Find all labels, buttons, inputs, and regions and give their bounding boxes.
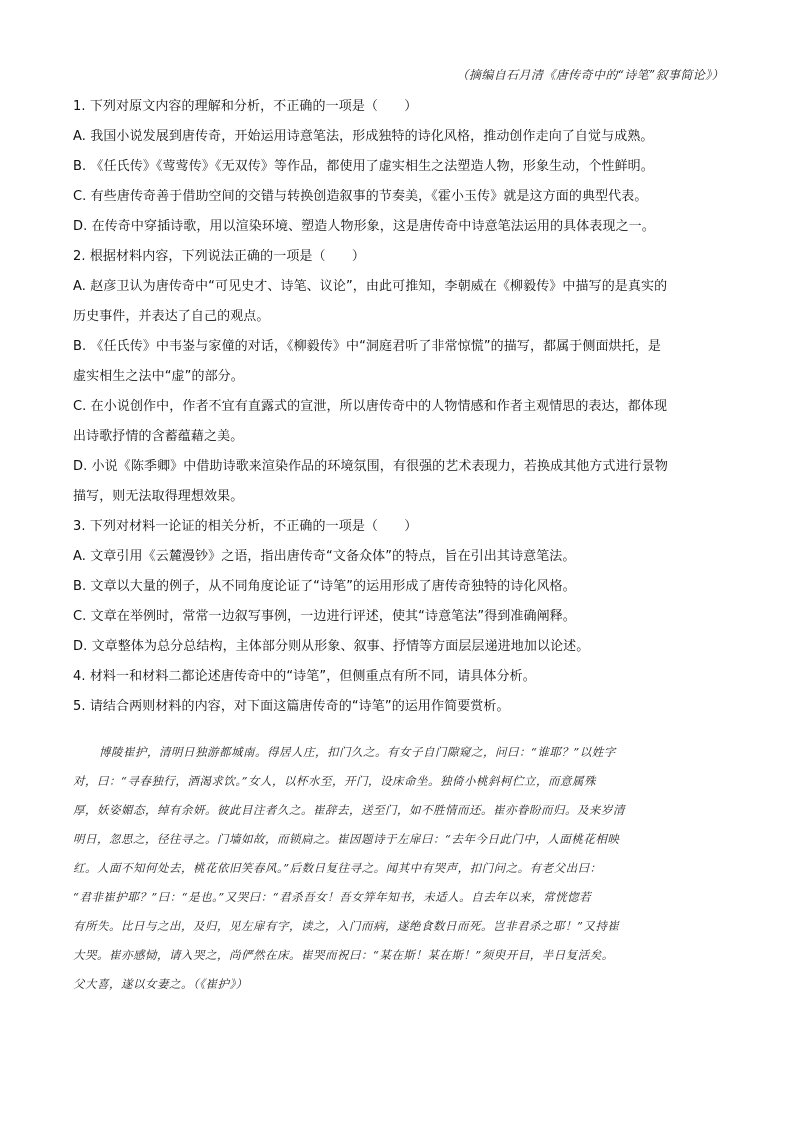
question-3-option-b: B. 文章以大量的例子，从不同角度论证了“诗笔”的运用形成了唐传奇独特的诗化风格。 <box>73 579 576 594</box>
question-4-stem: 4. 材料一和材料二都论述唐传奇中的“诗笔”，但侧重点有所不同，请具体分析。 <box>73 669 536 684</box>
question-3-option-c: C. 文章在举例时，常常一边叙写事例，一边进行评述，使其“诗意笔法”得到准确阐释。 <box>73 609 576 624</box>
passage-line: 博陵崔护，清明日独游都城南。得居人庄，扣门久之。有女子自门隙窥之，问曰：“谁耶？”以姓字 <box>99 745 616 759</box>
question-2-option-b-cont: 虚实相生之法中“虚”的部分。 <box>73 369 244 384</box>
question-2-option-d: D. 小说《陈季卿》中借助诗歌来渲染作品的环境氛围，有很强的艺术表现力，若换成其他方式进行景物 <box>73 459 668 474</box>
question-1-option-c: C. 有些唐传奇善于借助空间的交错与转换创造叙事的节奏美，《霍小玉传》就是这方面的典型代表。 <box>73 189 648 204</box>
question-3-stem: 3. 下列对材料一论证的相关分析，不正确的一项是（ ） <box>73 519 418 534</box>
questions-section <box>73 97 723 727</box>
question-2-option-a-cont: 历史事件，并表达了自己的观点。 <box>73 309 270 324</box>
passage-line: 对，曰：“寻春独行，酒渴求饮。”女人，以杯水至，开门，设床命坐。独倚小桃斜柯伫立，而意属殊 <box>73 774 597 788</box>
passage-line: 有所失。比日与之出，及归，见左扉有字，读之，入门而病，遂绝食数日而死。岂非君杀之耶！”又持崔 <box>73 919 620 933</box>
passage-line: 厚，妖姿媚态，绰有余妍。彼此目注者久之。崔辞去，送至门，如不胜情而还。崔亦眷盼而归。及来岁清 <box>73 803 625 817</box>
question-2-option-d-cont: 描写，则无法取得理想效果。 <box>73 489 244 504</box>
question-2-option-c-cont: 出诗歌抒情的含蓄蕴藉之美。 <box>73 429 244 444</box>
question-1-stem: 1. 下列对原文内容的理解和分析，不正确的一项是（ ） <box>73 99 418 114</box>
passage-line: 红。人面不知何处去，桃花依旧笑春风。”后数日复往寻之。闻其中有哭声，扣门问之。有老父出曰： <box>73 861 602 875</box>
passage-line: “君非崔护耶？”曰：“是也。”又哭曰：“君杀吾女！吾女笄年知书，未适人。自去年以来，常恍惚若 <box>73 890 592 904</box>
question-1-option-a: A. 我国小说发展到唐传奇，开始运用诗意笔法，形成独特的诗化风格，推动创作走向了自觉与成熟。 <box>73 129 654 144</box>
passage-line: 父大喜，遂以女妻之。（《崔护》） <box>73 977 248 991</box>
question-1-option-b: B. 《任氏传》《莺莺传》《无双传》等作品，都使用了虚实相生之法塑造人物，形象生动，个性鲜明。 <box>73 159 654 174</box>
question-2-option-b: B. 《任氏传》中韦崟与家僮的对话，《柳毅传》中“洞庭君听了非常惊慌”的描写，都属于侧面烘托，是 <box>73 339 661 354</box>
classical-passage <box>73 744 723 1005</box>
passage-line: 大哭。崔亦感恸，请入哭之，尚俨然在床。崔哭而祝曰：“某在斯！某在斯！”须臾开目，半日复活矣。 <box>73 948 614 962</box>
question-2-stem: 2. 根据材料内容，下列说法正确的一项是（ ） <box>73 249 365 264</box>
question-5-stem: 5. 请结合两则材料的内容，对下面这篇唐传奇的“诗笔”的运用作简要赏析。 <box>73 699 510 714</box>
passage-line: 明日，忽思之，径往寻之。门墙如故，而锁扃之。崔因题诗于左扉曰：“去年今日此门中，人面桃花相映 <box>73 832 620 846</box>
question-3-option-d: D. 文章整体为总分总结构，主体部分则从形象、叙事、抒情等方面层层递进地加以论述。 <box>73 639 590 654</box>
source-citation: （摘编自石月清《唐传奇中的“诗笔”叙事简论》） <box>456 68 724 82</box>
question-2-option-a: A. 赵彦卫认为唐传奇中“可见史才、诗笔、议论”，由此可推知，李朝威在《柳毅传》中描写的是真实的 <box>73 279 668 294</box>
question-2-option-c: C. 在小说创作中，作者不宜有直露式的宣泄，所以唐传奇中的人物情感和作者主观情思的表达，都体现 <box>73 399 668 414</box>
question-1-option-d: D. 在传奇中穿插诗歌，用以渲染环境、塑造人物形象，这是唐传奇中诗意笔法运用的具体表现之一。 <box>73 219 655 234</box>
question-3-option-a: A. 文章引用《云麓漫钞》之语，指出唐传奇“文备众体”的特点，旨在引出其诗意笔法。 <box>73 549 576 564</box>
